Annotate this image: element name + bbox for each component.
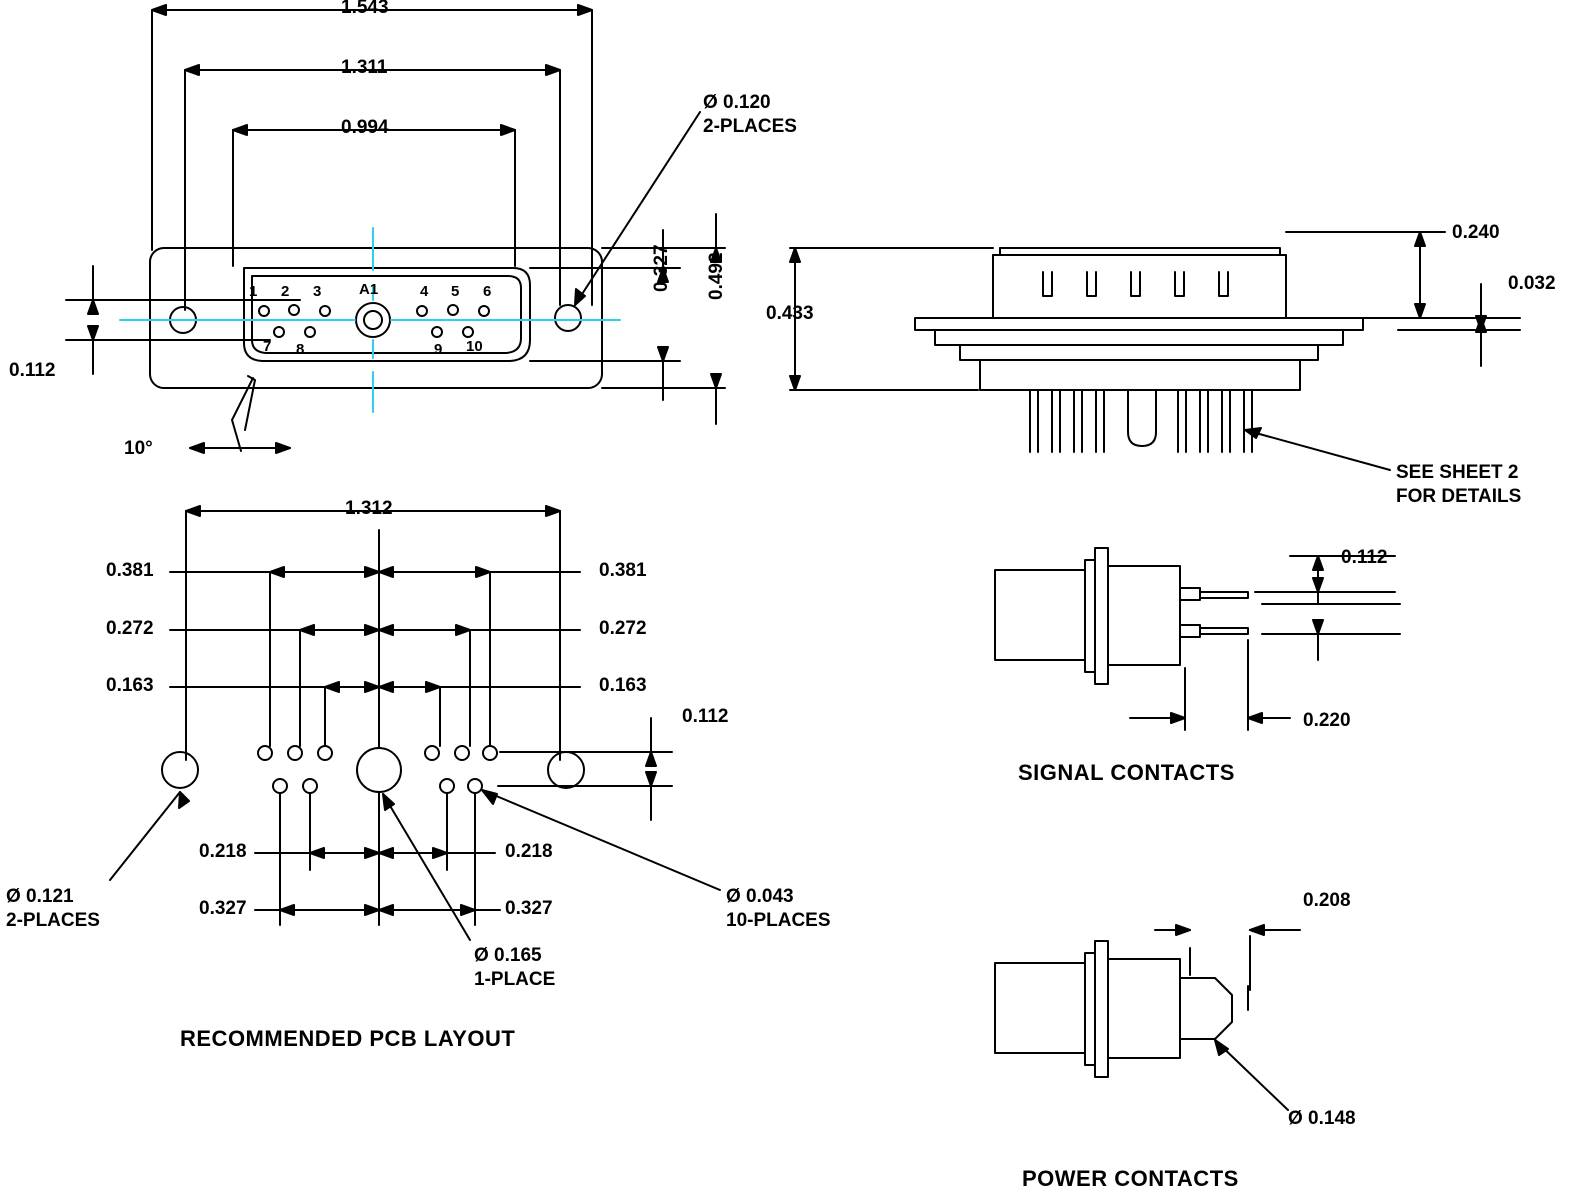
dim-pcb-0272-left: 0.272 xyxy=(106,618,154,639)
note-pcb-043-line2: 10-PLACES xyxy=(726,910,831,931)
pin-label-4: 4 xyxy=(420,283,429,300)
dim-power-0208: 0.208 xyxy=(1303,890,1351,911)
pin-label-10: 10 xyxy=(466,338,483,355)
dim-signal-0112: 0.112 xyxy=(1341,547,1388,568)
note-power-148: Ø 0.148 xyxy=(1288,1108,1356,1129)
dim-side-0433: 0.433 xyxy=(766,303,814,324)
pcb-layout-title: RECOMMENDED PCB LAYOUT xyxy=(180,1026,516,1051)
pin-label-1: 1 xyxy=(249,283,258,300)
dim-side-0032: 0.032 xyxy=(1508,273,1556,294)
dim-side-0240: 0.240 xyxy=(1452,222,1500,243)
dim-front-1543: 1.543 xyxy=(341,0,389,18)
note-see-sheet2-line1: SEE SHEET 2 xyxy=(1396,462,1519,483)
pin-label-5: 5 xyxy=(451,283,460,300)
dim-pcb-0327-right: 0.327 xyxy=(505,898,553,919)
note-pcb-121-line2: 2-PLACES xyxy=(6,910,100,931)
dim-front-0112: 0.112 xyxy=(9,360,56,381)
dim-pcb-0381-left: 0.381 xyxy=(106,560,154,581)
pin-label-9: 9 xyxy=(434,341,443,358)
dim-pcb-0272-right: 0.272 xyxy=(599,618,647,639)
note-hole-diameter-line2: 2-PLACES xyxy=(703,116,797,137)
dim-front-0994: 0.994 xyxy=(341,117,389,138)
dim-front-1311: 1.311 xyxy=(341,57,388,78)
signal-contacts-title: SIGNAL CONTACTS xyxy=(1018,760,1235,785)
note-pcb-165-line2: 1-PLACE xyxy=(474,969,556,990)
pin-label-3: 3 xyxy=(313,283,322,300)
dim-pcb-0327-left: 0.327 xyxy=(199,898,247,919)
dim-pcb-0218-right: 0.218 xyxy=(505,841,553,862)
dim-pcb-0381-right: 0.381 xyxy=(599,560,647,581)
dim-pcb-1312: 1.312 xyxy=(345,498,393,519)
note-pcb-043-line1: Ø 0.043 xyxy=(726,886,794,907)
pin-label-2: 2 xyxy=(281,283,290,300)
note-pcb-165-line1: Ø 0.165 xyxy=(474,945,542,966)
dim-pcb-0112: 0.112 xyxy=(682,706,729,727)
dim-pcb-0218-left: 0.218 xyxy=(199,841,247,862)
pin-label-8: 8 xyxy=(296,341,305,358)
note-hole-diameter-line1: Ø 0.120 xyxy=(703,92,771,113)
note-pcb-121-line1: Ø 0.121 xyxy=(6,886,74,907)
dim-pcb-0163-right: 0.163 xyxy=(599,675,647,696)
dim-signal-0220: 0.220 xyxy=(1303,710,1351,731)
pin-label-7: 7 xyxy=(263,338,272,355)
dim-front-0492: 0.492 xyxy=(706,252,727,300)
pin-label-6: 6 xyxy=(483,283,492,300)
power-contacts-title: POWER CONTACTS xyxy=(1022,1166,1239,1191)
dim-front-0327: 0.327 xyxy=(651,244,672,292)
dim-front-angle-10: 10° xyxy=(124,438,153,459)
pin-label-a1: A1 xyxy=(359,281,379,298)
note-see-sheet2-line2: FOR DETAILS xyxy=(1396,486,1522,507)
dim-pcb-0163-left: 0.163 xyxy=(106,675,154,696)
